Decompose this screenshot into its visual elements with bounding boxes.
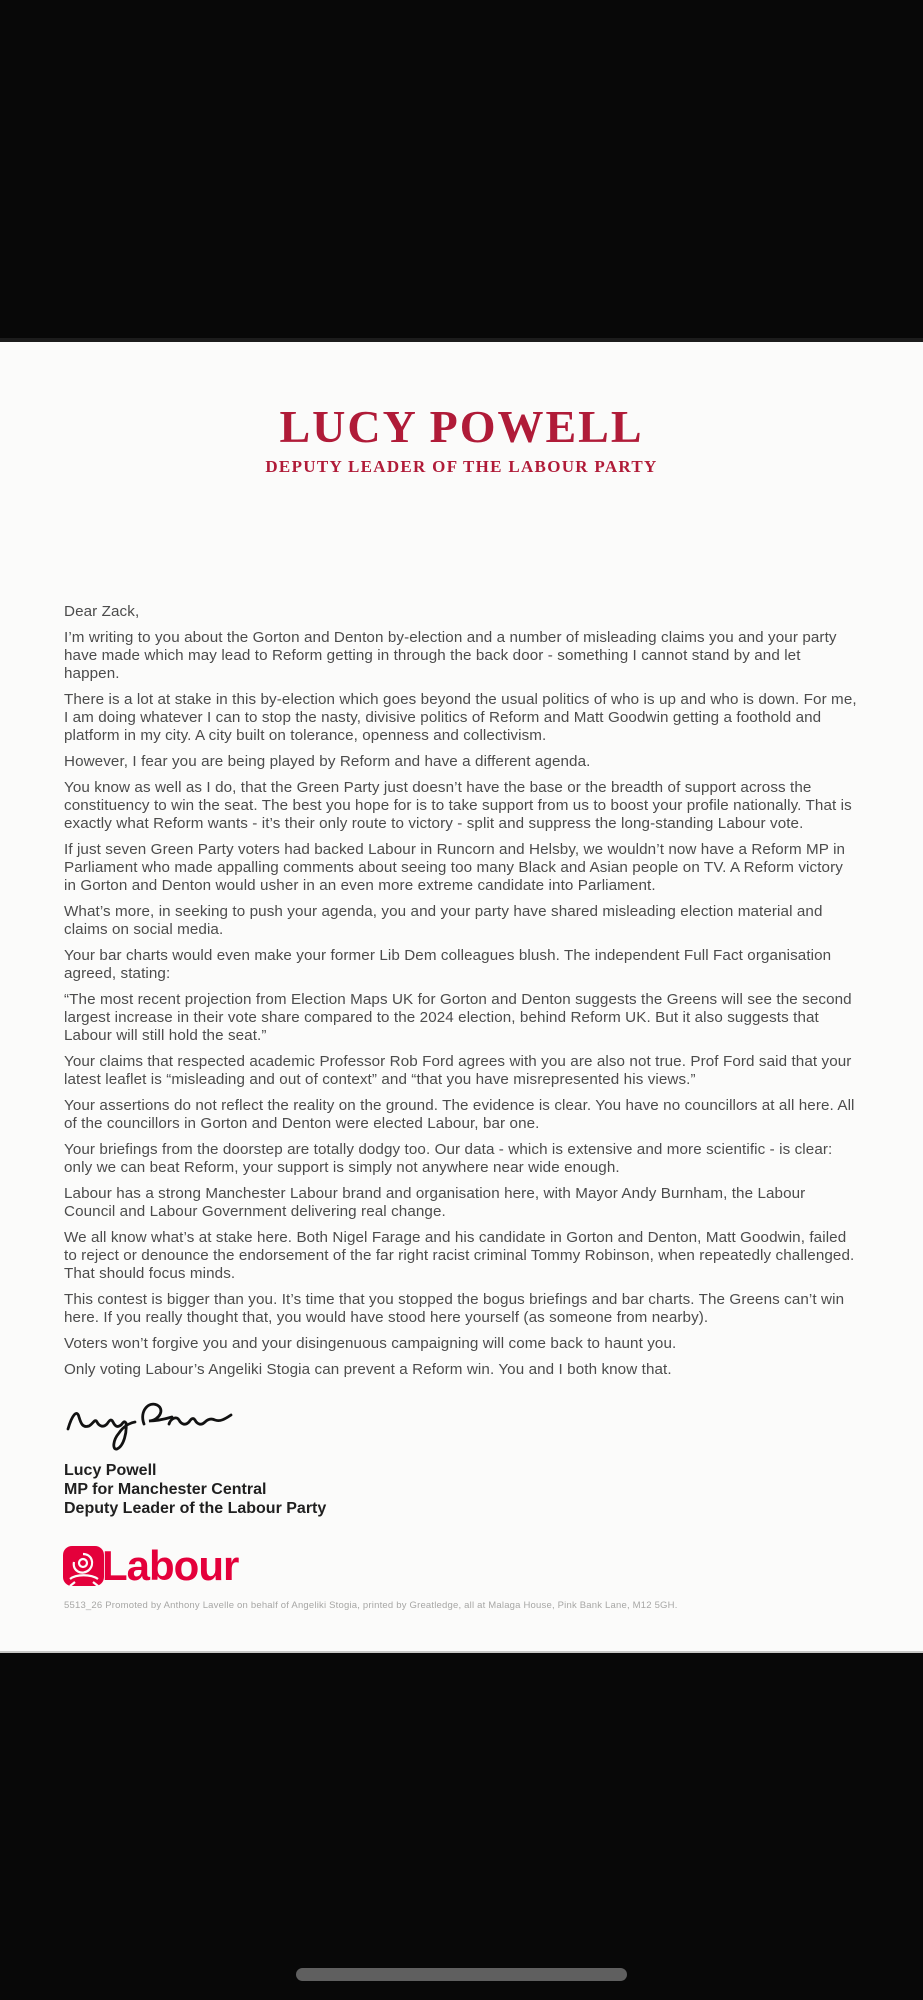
letter-paragraph: You know as well as I do, that the Green Party just doesn’t have the base or the breadth of support across the constituency to win the seat. The best you hope for is to take support from us to boost your profile nationally. That is exactly what Reform wants - it’s their only route to victory - split and suppress the long-standing Labour vote.: [64, 778, 852, 832]
labour-rose-icon: [62, 1544, 106, 1588]
letterhead-subtitle: DEPUTY LEADER OF THE LABOUR PARTY: [265, 456, 658, 476]
signoff-role-2: Deputy Leader of the Labour Party: [64, 1499, 327, 1517]
letter-paragraph: I’m writing to you about the Gorton and Denton by-election and a number of misleading claims you and your party have made which may lead to Reform getting in through the back door - something I cannot stand by and let happen.: [64, 628, 837, 682]
letterhead-name: LUCY POWELL: [279, 401, 644, 452]
letter-paragraph: There is a lot at stake in this by-election which goes beyond the usual politics of who is up and who is down. For me, I am doing whatever I can to stop the nasty, divisive politics of Reform and Matt Goodwin getting a foothold and platform in my city. A city built on tolerance, openness and collectivism.: [64, 690, 857, 744]
letter-body: [64, 603, 859, 1379]
letter-paragraph: However, I fear you are being played by Reform and have a different agenda.: [64, 752, 591, 770]
signoff-name: Lucy Powell: [64, 1461, 157, 1479]
letter-paragraph: Labour has a strong Manchester Labour brand and organisation here, with Mayor Andy Burnham, the Labour Council and Labour Government delivering real change.: [64, 1184, 806, 1220]
letter-paragraph: Voters won’t forgive you and your disingenuous campaigning will come back to haunt you.: [64, 1334, 677, 1352]
letterhead: [0, 402, 923, 477]
letter-paragraph: Your assertions do not reflect the reality on the ground. The evidence is clear. You have no councillors at all here. All of the councillors in Gorton and Denton were elected Labour, bar one.: [64, 1096, 855, 1132]
letter-paragraph: Your claims that respected academic Professor Rob Ford agrees with you are also not true. Prof Ford said that your latest leaflet is “misleading and out of context” and “that you have misrepresented his views.”: [64, 1052, 852, 1088]
labour-wordmark: Labour: [102, 1541, 239, 1589]
labour-logo: [62, 1541, 923, 1589]
letter-paragraph: Only voting Labour’s Angeliki Stogia can prevent a Reform win. You and I both know that.: [64, 1360, 672, 1378]
letter-paragraph: Your bar charts would even make your former Lib Dem colleagues blush. The independent Full Fact organisation agreed, stating:: [64, 946, 832, 982]
handwritten-signature: [64, 1391, 923, 1457]
imprint-line: 5513_26 Promoted by Anthony Lavelle on behalf of Angeliki Stogia, printed by Greatledge, all at Malaga House, Pink Bank Lane, M12 5GH.: [64, 1599, 678, 1611]
signoff-block: [64, 1461, 923, 1518]
salutation: Dear Zack,: [64, 602, 140, 620]
letter-paragraph: What’s more, in seeking to push your agenda, you and your party have shared misleading election material and claims on social media.: [64, 902, 823, 938]
letter-paragraphs: [64, 629, 859, 1379]
letter-paragraph: We all know what’s at stake here. Both Nigel Farage and his candidate in Gorton and Denton, Matt Goodwin, failed to reject or denounce the endorsement of the far right racist criminal Tommy Robinson, when repeatedly challenged. That should focus minds.: [64, 1228, 855, 1282]
letter-paragraph: Your briefings from the doorstep are totally dodgy too. Our data - which is extensive and more scientific - is clear: only we can beat Reform, your support is simply not anywhere near wide enough.: [64, 1140, 833, 1176]
letter-page: [0, 338, 923, 1653]
signature-scrawl-icon: [64, 1391, 234, 1457]
home-indicator[interactable]: [296, 1968, 627, 1981]
letter-paragraph: “The most recent projection from Election Maps UK for Gorton and Denton suggests the Greens will see the second largest increase in their vote share compared to the 2024 election, behind Reform UK. But it also suggests that Labour will still hold the seat.”: [64, 990, 852, 1044]
signoff-role-1: MP for Manchester Central: [64, 1480, 267, 1498]
letter-paragraph: This contest is bigger than you. It’s time that you stopped the bogus briefings and bar charts. The Greens can’t win here. If you really thought that, you would have stood here yourself (as someone from nearby).: [64, 1290, 845, 1326]
letter-paragraph: If just seven Green Party voters had backed Labour in Runcorn and Helsby, we wouldn’t now have a Reform MP in Parliament who made appalling comments about seeing too many Black and Asian people on TV. A Reform victory in Gorton and Denton would usher in an even more extreme candidate into Parliament.: [64, 840, 846, 894]
